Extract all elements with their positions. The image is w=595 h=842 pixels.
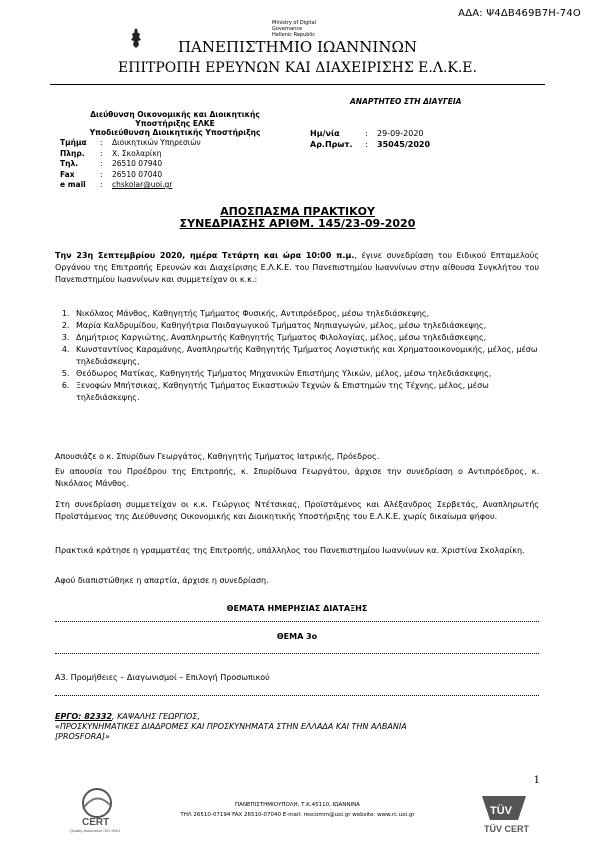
- paragraph: Αφού διαπιστώθηκε η απαρτία, άρχισε η συνεδρίαση.: [55, 576, 269, 585]
- posting-note: ΑΝΑΡΤΗΤΕΟ ΣΤΗ ΔΙΑΥΓΕΙΑ: [350, 97, 462, 106]
- members-list: [55, 308, 539, 404]
- list-item: 5. Θεόδωρος Ματίκας, Καθηγητής Τμήματος Μηχανικών Επιστήμης Υλικών, μέλος, μέσω τηλεδιάσκεψης,: [72, 368, 539, 380]
- university-name: ΠΑΝΕΠΙΣΤΗΜΙΟ ΙΩΑΝΝΙΝΩΝ: [177, 38, 418, 56]
- list-item: 2. Μαρία Καλδρυμίδου, Καθηγήτρια Παιδαγωγικού Τμήματος Νηπιαγωγών, μέλος, μέσω τηλεδιάσκεψης,: [72, 320, 539, 332]
- contact-block: [60, 138, 201, 191]
- intro-paragraph: Την 23η Σεπτεμβρίου 2020, ημέρα Τετάρτη και ώρα 10:00 π.μ., έγινε συνεδρίαση του Ειδικού Επταμελούς Οργάνου της Επιτροπής Ερευνών και Διαχείρισης Ε.Λ.Κ.Ε. του Πανεπιστημίου Ιωαννίνων στην αίθουσα Συγκλήτου του Πανεπιστημίου Ιωαννίνων και συμμετείχαν οι κ.κ.:: [55, 251, 540, 284]
- header-divider: [50, 84, 545, 85]
- project-block: ΕΡΓΟ: 82332, ΚΑΨΑΛΗΣ ΓΕΩΡΓΙΟΣ, «ΠΡΟΣΚΥΝΗΜΑΤΙΚΕΣ ΔΙΑΔΡΟΜΕΣ ΚΑΙ ΠΡΟΣΚΥΝΗΜΑΤΑ ΣΤΗΝ ΕΛΛΑΔΑ ΚΑΙ ΤΗΝ ΑΛΒΑΝΙΑ [PROSFORA]»: [55, 712, 407, 741]
- contact-row: e mail : chskolar@uoi.gr: [60, 180, 173, 189]
- a3-heading: Α3. Προμήθειες – Διαγωνισμοί – Επιλογή Προσωπικού: [55, 673, 270, 682]
- reference-block: Ημ/νία : 29-09-2020 Αρ.Πρωτ. : 35045/2020: [310, 129, 431, 149]
- list-item: 1. Νικόλαος Μάνθος, Καθηγητής Τμήματος Φυσικής, Αντιπρόεδρος, μέσω τηλεδιάσκεψης,: [72, 308, 539, 320]
- protocol-number: 35045/2020: [377, 140, 431, 149]
- paragraph: Απουσιάζε ο κ. Σπυρίδων Γεωργάτος, Καθηγητής Τμήματος Ιατρικής, Πρόεδρος.: [55, 452, 380, 461]
- dotted-divider: [55, 695, 539, 696]
- contact-row: Τηλ. : 26510 07940: [60, 159, 163, 168]
- svg-text:CERT: CERT: [82, 817, 110, 828]
- tuv-cert-logo: [468, 790, 540, 838]
- dotted-divider: [55, 653, 539, 654]
- page-number: 1: [533, 775, 540, 786]
- document-title: ΑΠΟΣΠΑΣΜΑ ΠΡΑΚΤΙΚΟΥ ΣΥΝΕΔΡΙΑΣΗΣ ΑΡΙΘΜ. 145/23-09-2020: [179, 205, 416, 230]
- svg-text:TÜV CERT: TÜV CERT: [484, 824, 529, 834]
- paragraph: Πρακτικά κράτησε η γραμματέας της Επιτροπής, υπάλληλος του Πανεπιστημίου Ιωαννίνων κα. Χριστίνα Σκολαρίκη.: [55, 546, 525, 555]
- list-item: 6. Ξενοφών Μπήτσικας, Καθηγητής Τμήματος Εικαστικών Τεχνών & Επιστημών της Τέχνης, μέλος, μέσω τηλεδιάσκεψης.: [72, 380, 539, 404]
- list-item: 3. Δημήτριος Καργιώτης, Αναπληρωτής Καθηγητής Τμήματος Φιλολογίας, μέλος, μέσω τηλεδιάσκεψης,: [72, 332, 539, 344]
- contact-row: Πληρ. : Χ. Σκολαρίκη: [60, 148, 162, 158]
- ada-code: ΑΔΑ: Ψ4ΔΒ469Β7Η-74Ο: [458, 8, 581, 19]
- list-item: 4. Κωνσταντίνος Καραμάνης, Αναπληρωτής Καθηγητής Τμήματος Λογιστικής και Χρηματοοικονομικής, μέλος, μέσω τηλεδιάσκεψης,: [72, 344, 539, 368]
- paragraph: Εν απουσία του Προέδρου της Επιτροπής, κ. Σπυρίδωνα Γεωργάτου, άρχισε την συνεδρίαση ο Αντιπρόεδρος, κ. Νικόλαος Μάνθος.: [55, 467, 539, 488]
- paragraph: Στη συνεδρίαση συμμετείχαν οι κ.κ. Γεώργιος Ντέτσικας, Προϊστάμενος και Αλέξανδρος Σερβετάς, Αναπληρωτής Προϊστάμενος της Διεύθυνσης Οικονομικής και Διοικητικής Υποστήριξης του Ε.Λ.Κ.Ε. χωρίς δικαίωμα ψήφου.: [55, 500, 539, 521]
- agenda-heading: ΘΕΜΑΤΑ ΗΜΕΡΗΣΙΑΣ ΔΙΑΤΑΞΗΣ: [226, 604, 368, 613]
- svg-text:TÜV: TÜV: [490, 805, 512, 817]
- email-link[interactable]: chskolar@uoi.gr: [112, 180, 173, 189]
- footer-address: ΠΑΝΕΠΙΣΤΗΜΙΟΥΠΟΛΗ, Τ.Κ.45110, ΙΩΑΝΝΙΝΑ ΤΗΛ 26510-07194 FAX 26510-07040 E-mail: rescomm@uoi.gr website: www.rc.uoi.gr: [180, 802, 415, 818]
- svg-text:Quality Assurance ISO 9001: Quality Assurance ISO 9001: [70, 828, 121, 833]
- department-block: Διεύθυνση Οικονομικής και Διοικητικής Υποστήριξης ΕΛΚΕ Υποδιεύθυνση Διοικητικής Υποστήριξης: [89, 110, 261, 137]
- committee-name: ΕΠΙΤΡΟΠΗ ΕΡΕΥΝΩΝ ΚΑΙ ΔΙΑΧΕΙΡΙΣΗΣ Ε.Λ.Κ.Ε.: [118, 60, 477, 76]
- dotted-divider: [55, 621, 539, 622]
- contact-row: Τμήμα : Διοικητικών Υπηρεσιών: [60, 138, 201, 147]
- contact-row: Fax : 26510 07040: [60, 169, 163, 179]
- ministry-label: Ministry of Digital Governance Hellenic Republic: [272, 20, 317, 38]
- date-value: 29-09-2020: [377, 129, 424, 138]
- topic-heading: ΘΕΜΑ 3ο: [276, 632, 318, 641]
